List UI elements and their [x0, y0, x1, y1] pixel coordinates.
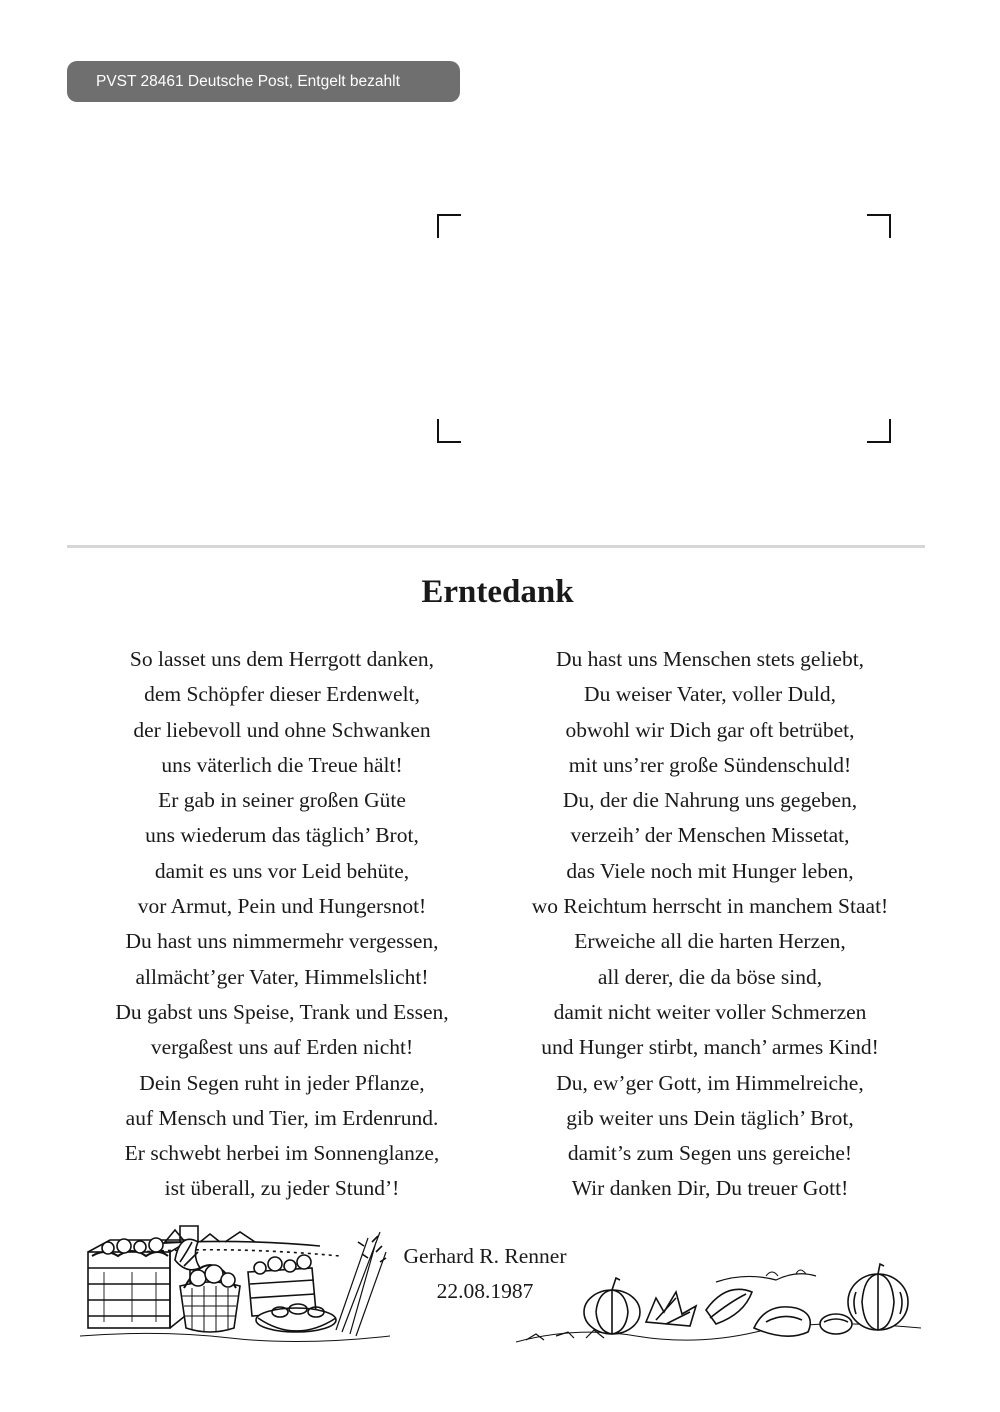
poem-line: mit uns’rer große Sündenschuld!	[568, 752, 852, 777]
poem-line: allmächt’ger Vater, Himmelslicht!	[135, 964, 429, 989]
poem-line: Dein Segen ruht in jeder Pflanze,	[139, 1070, 425, 1095]
poem-line: der liebevoll und ohne Schwanken	[133, 717, 431, 742]
poem-line: Du weiser Vater, voller Duld,	[584, 682, 836, 707]
poem-line: Du, der die Nahrung uns gegeben,	[562, 788, 858, 813]
poem-column-left	[72, 642, 492, 1207]
author-name: Gerhard R. Renner	[403, 1244, 567, 1268]
poem-line: Er gab in seiner großen Güte	[158, 788, 406, 813]
poem-line: verzeih’ der Menschen Missetat,	[570, 823, 850, 848]
poem-line: und Hunger stirbt, manch’ armes Kind!	[541, 1035, 879, 1060]
poem-line: auf Mensch und Tier, im Erdenrund.	[125, 1105, 439, 1130]
pumpkins-leaves-icon	[516, 1262, 921, 1352]
poem-line: uns wiederum das täglich’ Brot,	[145, 823, 419, 848]
poem-line: uns väterlich die Treue hält!	[161, 752, 403, 777]
poem-line: vor Armut, Pein und Hungersnot!	[137, 894, 427, 919]
poem-line: obwohl wir Dich gar oft betrübet,	[565, 717, 855, 742]
poem-line: ist überall, zu jeder Stund’!	[164, 1176, 400, 1201]
poem-line: Wir danken Dir, Du treuer Gott!	[571, 1176, 849, 1201]
poem-line: wo Reichtum herrscht in manchem Staat!	[531, 894, 889, 919]
poem-line: das Viele noch mit Hunger leben,	[566, 858, 854, 883]
poem-line: damit nicht weiter voller Schmerzen	[553, 999, 867, 1024]
poem-line: Du hast uns Menschen stets geliebt,	[555, 647, 865, 671]
poem-line: vergaßest uns auf Erden nicht!	[150, 1035, 414, 1060]
poem-line: Erweiche all die harten Herzen,	[574, 929, 846, 954]
poem-line: dem Schöpfer dieser Erdenwelt,	[144, 682, 420, 707]
poem-line: damit’s zum Segen uns gereiche!	[567, 1141, 853, 1166]
poem-line: Du gabst uns Speise, Trank und Essen,	[115, 999, 449, 1024]
address-window-corner-bottom-left	[437, 419, 461, 443]
poem-line: Du, ew’ger Gott, im Himmelreiche,	[556, 1070, 864, 1095]
poem-line: all derer, die da böse sind,	[597, 964, 823, 989]
poem-line: gib weiter uns Dein täglich’ Brot,	[566, 1105, 854, 1130]
address-window-corner-top-left	[437, 214, 461, 238]
address-window-corner-top-right	[867, 214, 891, 238]
poem-line: Du hast uns nimmermehr vergessen,	[125, 929, 439, 954]
poem-line: Er schwebt herbei im Sonnenglanze,	[124, 1141, 440, 1166]
address-window-corner-bottom-right	[867, 419, 891, 443]
postage-paid-banner: PVST 28461 Deutsche Post, Entgelt bezahlt	[67, 61, 460, 102]
poem-date: 22.08.1987	[436, 1279, 534, 1303]
poem-line: damit es uns vor Leid behüte,	[154, 858, 410, 883]
section-divider	[67, 545, 925, 548]
poem-title: Erntedank	[421, 574, 574, 610]
poem-line: So lasset uns dem Herrgott danken,	[129, 647, 435, 671]
poem-column-right	[500, 642, 920, 1207]
harvest-crates-icon	[80, 1212, 390, 1344]
